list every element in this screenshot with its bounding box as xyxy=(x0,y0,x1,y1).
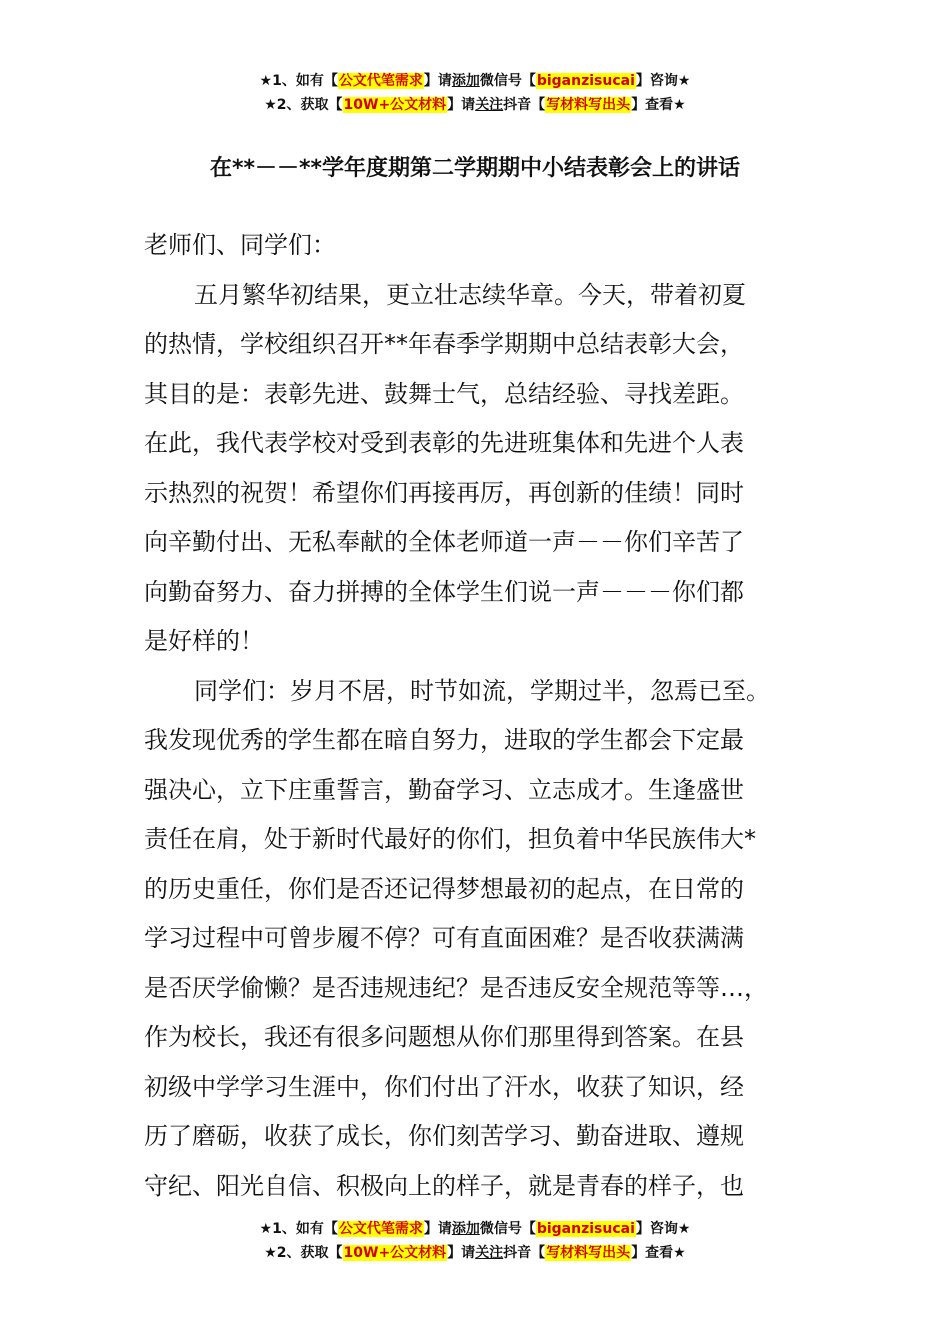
banner-highlight: 10W+公文材料 xyxy=(343,1245,447,1261)
header-banner xyxy=(0,69,950,117)
text-line: 是好样的！ xyxy=(144,627,264,655)
text-line: 初级中学学习生涯中，你们付出了汗水，收获了知识，经 xyxy=(144,1072,744,1101)
banner-line-2 xyxy=(0,93,950,117)
banner-highlight: 10W+公文材料 xyxy=(343,97,447,113)
text-line: 是否厌学偷懒？是否违规违纪？是否违反安全规范等等…， xyxy=(144,973,768,1002)
text-line: 历了磨砺，收获了成长，你们刻苦学习、勤奋进取、遵规 xyxy=(144,1122,744,1150)
banner-text: 抖音【 xyxy=(503,1245,546,1261)
footer-banner xyxy=(0,1217,950,1265)
text-line: 的热情，学校组织召开**年春季学期期中总结表彰大会， xyxy=(144,330,744,358)
text-line: 强决心，立下庄重誓言，勤奋学习、立志成才。生逢盛世 xyxy=(144,775,744,804)
document-body xyxy=(144,221,824,1211)
banner-line-1 xyxy=(0,1217,950,1241)
banner-highlight: biganzisucai xyxy=(536,73,635,89)
text-line: 责任在肩，处于新时代最好的你们，担负着中华民族伟大* xyxy=(144,825,756,853)
banner-highlight: 公文代笔需求 xyxy=(338,1221,423,1237)
text-line: 其目的是：表彰先进、鼓舞士气，总结经验、寻找差距。 xyxy=(144,379,744,408)
banner-line-1 xyxy=(0,69,950,93)
banner-text: 】咨询★ xyxy=(635,1221,691,1237)
text-line: 我发现优秀的学生都在暗自努力，进取的学生都会下定最 xyxy=(144,726,744,754)
banner-text: ★1、如有【 xyxy=(259,73,338,89)
text-line: 向勤奋努力、奋力拼搏的全体学生们说一声－－－你们都 xyxy=(144,577,744,606)
banner-highlight: 写材料写出头 xyxy=(546,1245,631,1261)
text-line: 学习过程中可曾步履不停？可有直面困难？是否收获满满 xyxy=(144,924,744,952)
text-line: 同学们：岁月不居，时节如流，学期过半，忽焉已至。 xyxy=(194,676,770,705)
banner-text: 微信号【 xyxy=(479,73,536,89)
banner-text: 】请 xyxy=(423,1221,452,1237)
text-line: 老师们、同学们： xyxy=(144,231,336,259)
banner-text: 】咨询★ xyxy=(635,73,691,89)
text-line: 示热烈的祝贺！希望你们再接再厉，再创新的佳绩！同时 xyxy=(144,478,744,507)
banner-text: ★2、获取【 xyxy=(264,1245,343,1261)
banner-underlined-text: 关注 xyxy=(475,1245,504,1261)
banner-underlined-text: 添加 xyxy=(451,1221,480,1237)
banner-text: 】请 xyxy=(447,1245,476,1261)
document-title: 在**－－**学年度期第二学期期中小结表彰会上的讲话 xyxy=(209,156,741,181)
banner-highlight: 写材料写出头 xyxy=(546,97,631,113)
text-line: 守纪、阳光自信、积极向上的样子，就是青春的样子，也 xyxy=(144,1171,744,1200)
banner-text: 】请 xyxy=(447,97,476,113)
banner-line-2 xyxy=(0,1241,950,1265)
banner-highlight: 公文代笔需求 xyxy=(338,73,423,89)
text-line: 在此，我代表学校对受到表彰的先进班集体和先进个人表 xyxy=(144,429,744,457)
banner-text: 】查看★ xyxy=(631,1245,686,1261)
banner-highlight: biganzisucai xyxy=(536,1221,635,1237)
banner-text: 】请 xyxy=(423,73,452,89)
banner-text: 抖音【 xyxy=(503,97,546,113)
text-line: 五月繁华初结果，更立壮志续华章。今天，带着初夏 xyxy=(194,280,746,309)
banner-underlined-text: 关注 xyxy=(475,97,504,113)
banner-text: 】查看★ xyxy=(631,97,686,113)
banner-underlined-text: 添加 xyxy=(451,73,480,89)
text-line: 向辛勤付出、无私奉献的全体老师道一声－－你们辛苦了 xyxy=(144,528,744,556)
banner-text: ★2、获取【 xyxy=(264,97,343,113)
text-line: 的历史重任，你们是否还记得梦想最初的起点，在日常的 xyxy=(144,874,744,903)
banner-text: ★1、如有【 xyxy=(259,1221,338,1237)
banner-text: 微信号【 xyxy=(479,1221,536,1237)
text-line: 作为校长，我还有很多问题想从你们那里得到答案。在县 xyxy=(144,1023,744,1051)
